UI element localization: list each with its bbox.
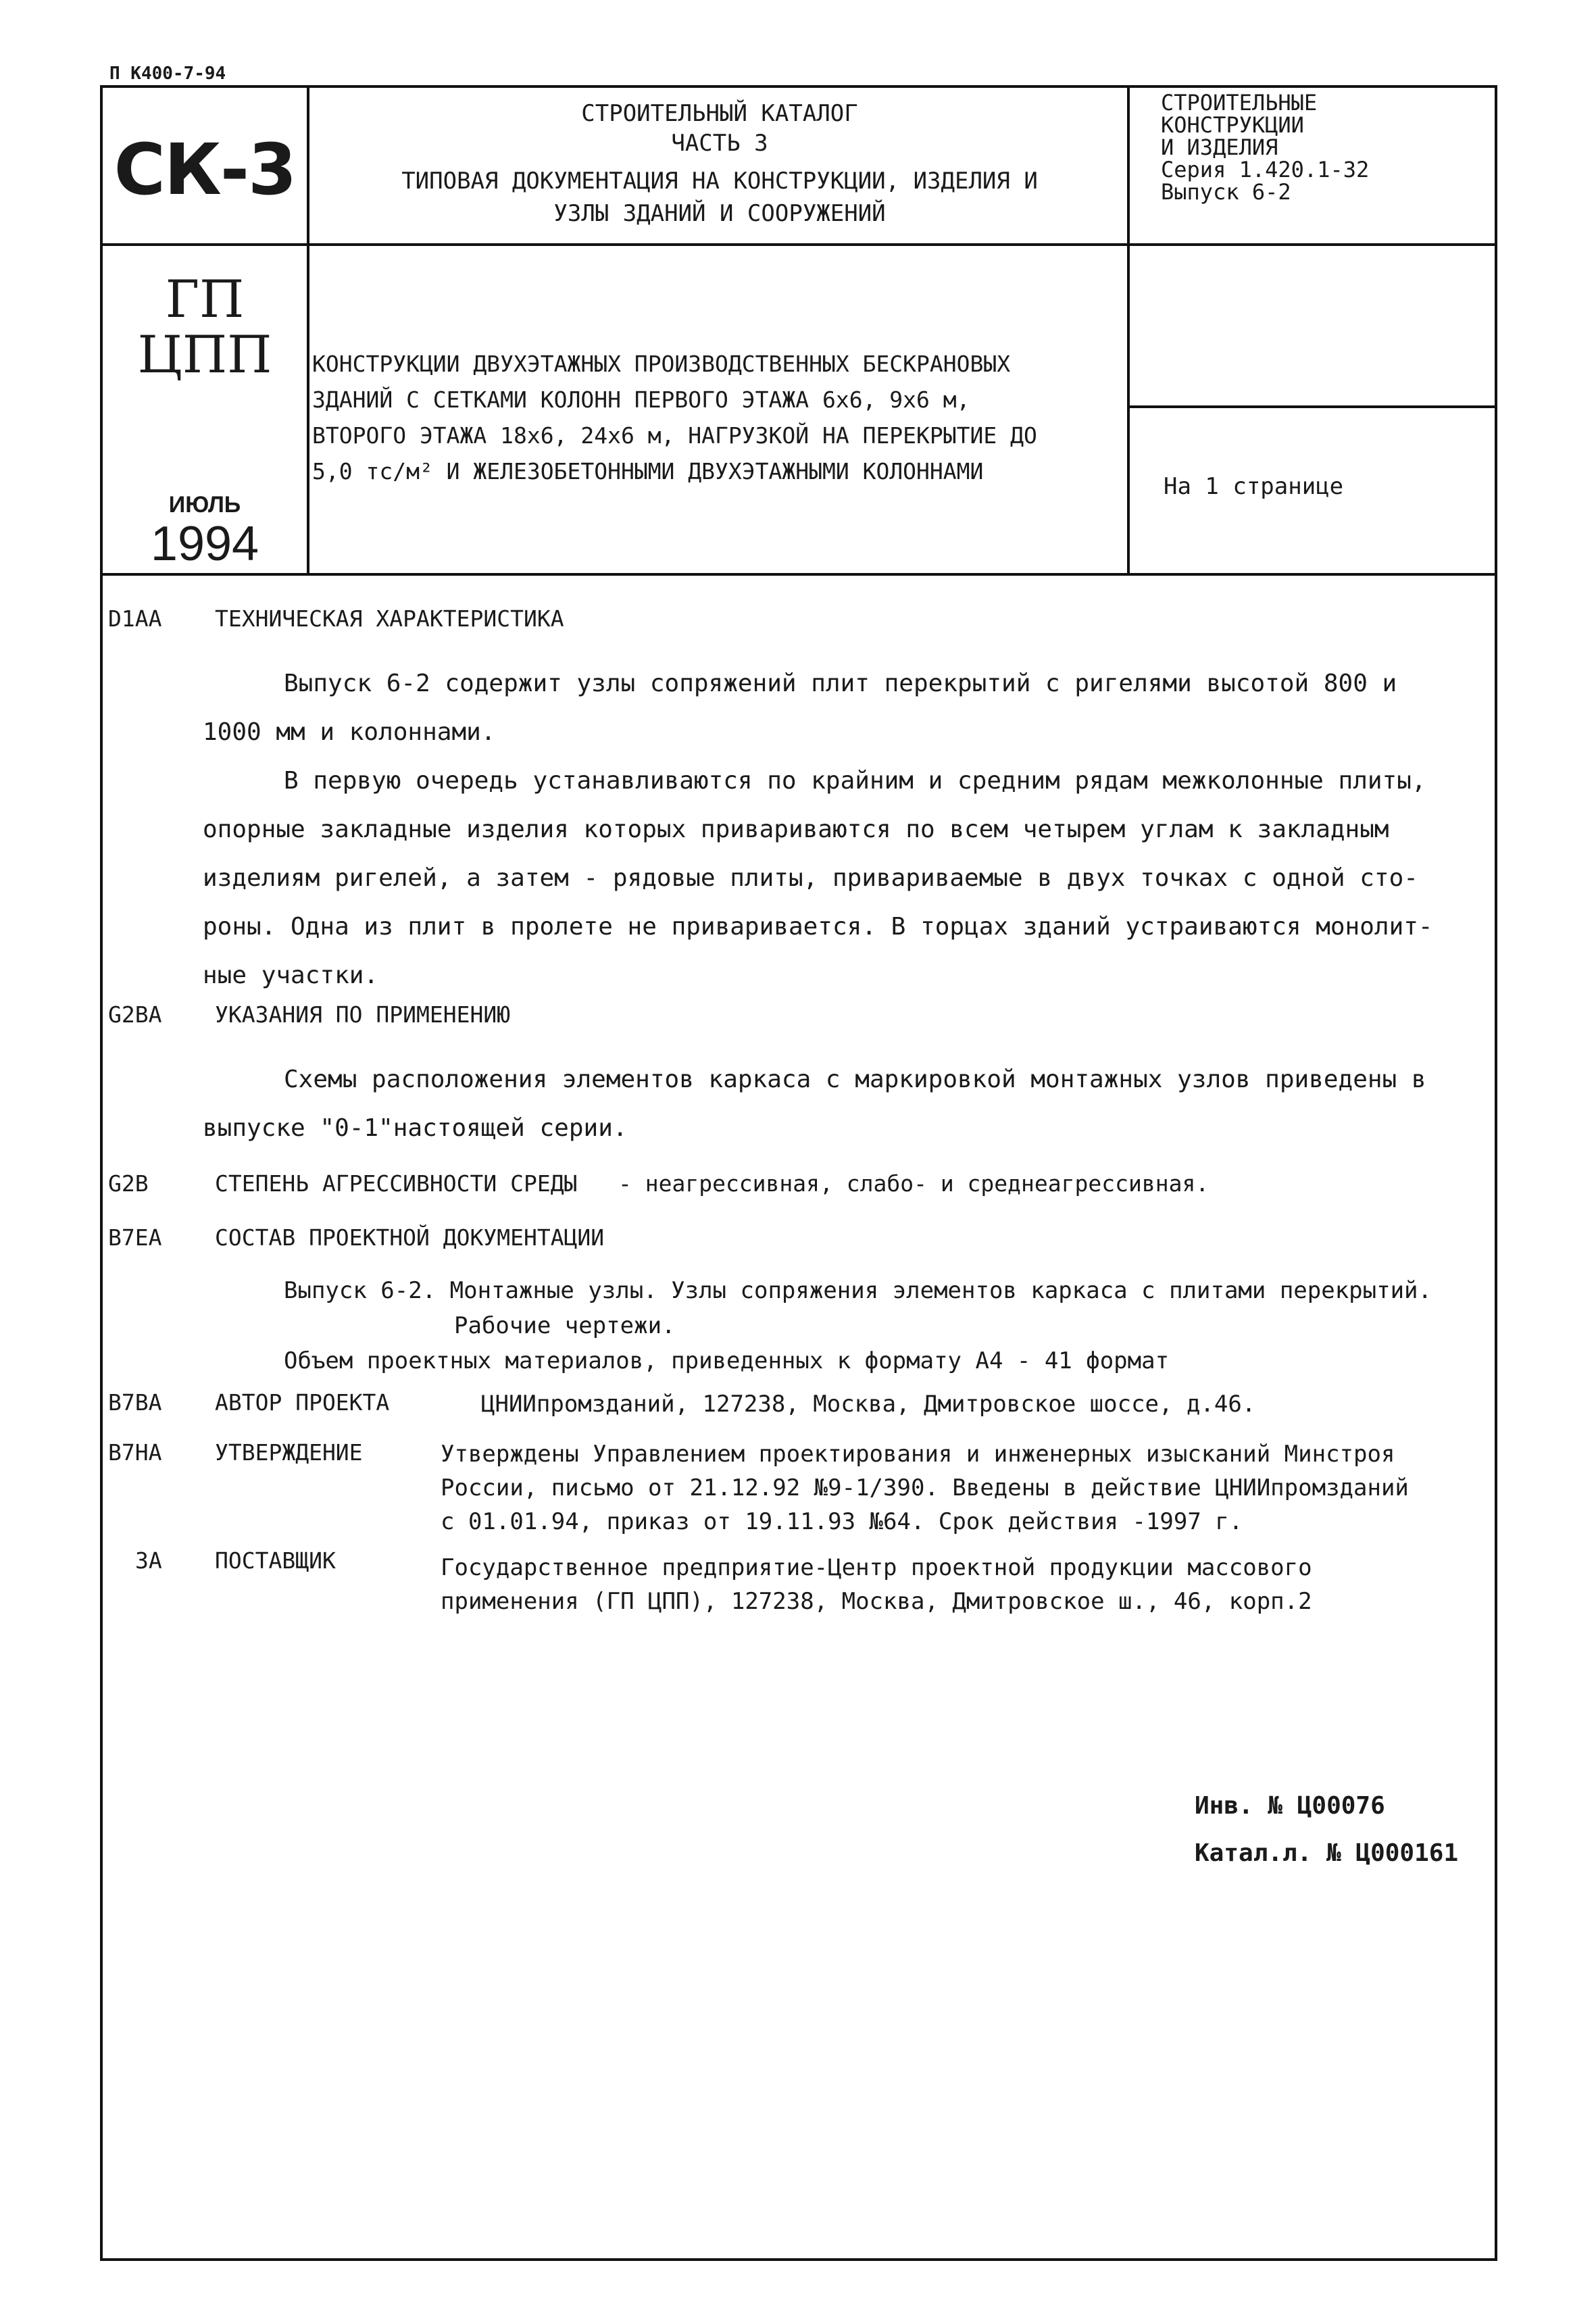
org-name: ЦПП (137, 324, 272, 384)
paragraph-line: изделиям ригелей, а затем - рядовые плиты, привариваемые в двух точках с одной сто- (203, 864, 1418, 892)
catalog-logo: СК-3 (114, 128, 296, 211)
section-label: И ИЗДЕЛИЯ (1161, 134, 1278, 160)
section-heading: УТВЕРЖДЕНИЕ (215, 1439, 363, 1466)
subject-line: КОНСТРУКЦИИ ДВУХЭТАЖНЫХ ПРОИЗВОДСТВЕННЫХ БЕСКРАНОВЫХ (312, 351, 1011, 377)
issue-number: Выпуск 6-2 (1161, 179, 1291, 205)
paragraph-line: Утверждены Управлением проектирования и инженерных изысканий Минстроя (441, 1441, 1395, 1468)
section-code: ЗА (135, 1547, 162, 1574)
section-heading: СТЕПЕНЬ АГРЕССИВНОСТИ СРЕДЫ (215, 1170, 578, 1197)
section-text: - неагрессивная, слабо- и среднеагрессивная. (618, 1170, 1210, 1197)
section-code: B7HA (108, 1439, 162, 1466)
paragraph-line: 1000 мм и колоннами. (203, 718, 496, 746)
section-label: КОНСТРУКЦИИ (1161, 112, 1304, 138)
document-code: П К400-7-94 (109, 64, 226, 84)
right-cell-divider (1127, 405, 1497, 408)
subject-divider (100, 573, 1497, 576)
inventory-number: Инв. № Ц00076 (1195, 1792, 1385, 1820)
subject-line: ВТОРОГО ЭТАЖА 18x6, 24x6 м, НАГРУЗКОЙ НА ПЕРЕКРЫТИЕ ДО (312, 422, 1037, 449)
paragraph-line: роны. Одна из плит в пролете не приваривается. В торцах зданий устраиваются монолит- (203, 913, 1433, 941)
org-name: ГП (165, 269, 245, 329)
paragraph-line: применения (ГП ЦПП), 127238, Москва, Дмитровское ш., 46, корп.2 (441, 1588, 1312, 1615)
page-count: На 1 странице (1164, 473, 1344, 500)
paragraph-line: Объем проектных материалов, приведенных к формату А4 - 41 формат (284, 1347, 1170, 1374)
paragraph-line: Схемы расположения элементов каркаса с маркировкой монтажных узлов приведены в (284, 1066, 1426, 1093)
section-code: B7BA (108, 1389, 162, 1416)
section-heading: УКАЗАНИЯ ПО ПРИМЕНЕНИЮ (215, 1001, 511, 1028)
catalog-part: ЧАСТЬ 3 (671, 130, 768, 157)
section-heading: СОСТАВ ПРОЕКТНОЙ ДОКУМЕНТАЦИИ (215, 1224, 605, 1251)
header-divider (100, 243, 1497, 246)
catalog-description-line: УЗЛЫ ЗДАНИЙ И СООРУЖЕНИЙ (553, 200, 886, 227)
paragraph-line: с 01.01.94, приказ от 19.11.93 №64. Срок действия -1997 г. (441, 1508, 1243, 1535)
section-text: ЦНИИпромзданий, 127238, Москва, Дмитровское шоссе, д.46. (481, 1391, 1256, 1418)
paragraph-line: Выпуск 6-2. Монтажные узлы. Узлы сопряжения элементов каркаса с плитами перекрытий. (284, 1277, 1432, 1304)
paragraph-line: Государственное предприятие-Центр проектной продукции массового (441, 1554, 1312, 1581)
catalog-title: СТРОИТЕЛЬНЫЙ КАТАЛОГ (581, 100, 858, 127)
section-code: G2BA (108, 1001, 162, 1028)
right-column-divider (1127, 85, 1130, 574)
section-code: G2B (108, 1170, 149, 1197)
publication-year: 1994 (150, 517, 259, 571)
paragraph-line: ные участки. (203, 962, 379, 989)
section-heading: АВТОР ПРОЕКТА (215, 1389, 390, 1416)
paragraph-line: выпуске "0-1"настоящей серии. (203, 1114, 628, 1142)
paragraph-line: опорные закладные изделия которых привариваются по всем четырем углам к закладным (203, 816, 1389, 843)
series-number: Серия 1.420.1-32 (1161, 157, 1370, 182)
catalog-sheet-number: Катал.л. № Ц000161 (1195, 1839, 1459, 1867)
section-heading: ТЕХНИЧЕСКАЯ ХАРАКТЕРИСТИКА (215, 605, 564, 632)
paragraph-line: В первую очередь устанавливаются по крайним и средним рядам межколонные плиты, (284, 767, 1426, 795)
section-label: СТРОИТЕЛЬНЫЕ (1161, 90, 1318, 116)
section-heading: ПОСТАВЩИК (215, 1547, 336, 1574)
subject-title (312, 346, 1130, 489)
catalog-description-line: ТИПОВАЯ ДОКУМЕНТАЦИЯ НА КОНСТРУКЦИИ, ИЗДЕЛИЯ И (401, 168, 1038, 195)
paragraph-line: России, письмо от 21.12.92 №9-1/390. Введены в действие ЦНИИпромзданий (441, 1474, 1409, 1501)
paragraph-line: Рабочие чертежи. (454, 1312, 676, 1339)
section-code: B7EA (108, 1224, 162, 1251)
section-code: D1AA (108, 605, 162, 632)
publication-month: ИЮЛЬ (168, 492, 241, 518)
subject-line: ЗДАНИЙ С СЕТКАМИ КОЛОНН ПЕРВОГО ЭТАЖА 6x6, 9x6 м, (312, 387, 970, 413)
subject-line: 5,0 тс/м² И ЖЕЛЕЗОБЕТОННЫМИ ДВУХЭТАЖНЫМИ КОЛОННАМИ (312, 458, 984, 484)
paragraph-line: Выпуск 6-2 содержит узлы сопряжений плит перекрытий с ригелями высотой 800 и (284, 670, 1397, 697)
